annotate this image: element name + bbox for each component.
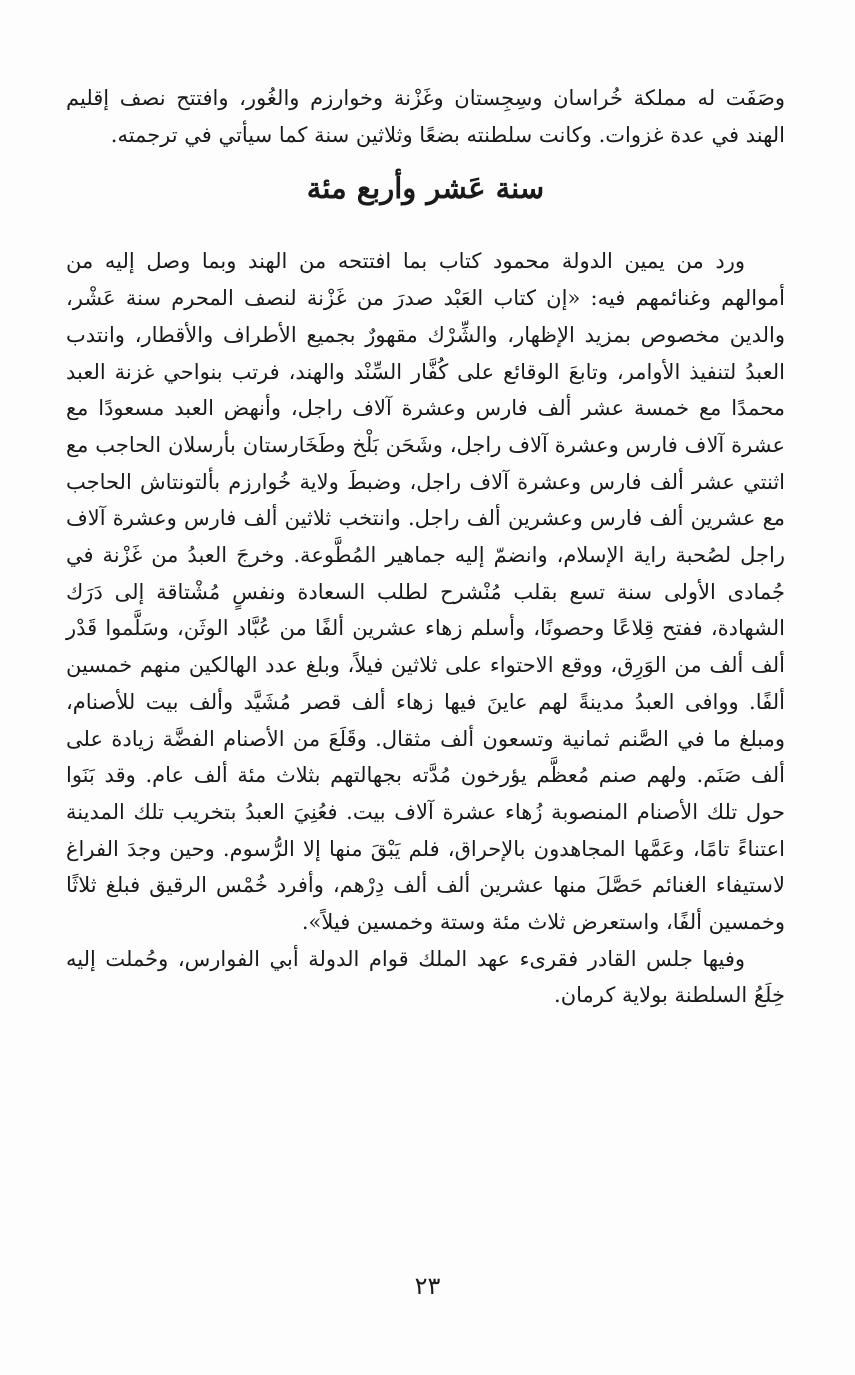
main-paragraph: ورد من يمين الدولة محمود كتاب بما افتتحه من الهند وبما وصل إليه من أموالهم وغنائمهم فيه: «إن كتاب العَبْد صدرَ من غَزْنة لنصف المحرم سنة عَشْر، والدين مخصوص بمزيد الإظهار، والشِّرْك مقهورٌ بجميع الأطراف والأقطار، وانتدب العبدُ لتنفيذ الأوامر، وتابعَ الوقائع على كُفَّار السِّنْد والهند، فرتب بنواحي غزنة العبد محمدًا مع خمسة عشر ألف فارس وعشرة آلاف راجل، وأنهض العبد مسعودًا مع عشرة آلاف فارس وعشرة آلاف راجل، وشَحَن بَلْخ وطَخَارستان بأرسلان الحاجب مع اثنتي عشر ألف فارس وعشرة آلاف راجل، وضبطَ ولاية خُوارزم بألتونتاش الحاجب مع عشرين ألف فارس وعشرين ألف راجل. وانتخب ثلاثين ألف فارس وعشرة آلاف راجل لصُحبة راية الإسلام، وانضمّ إليه جماهير المُطَّوعة. وخرجَ العبدُ من غَزْنة في جُمادى الأولى سنة تسع بقلب مُنْشرح لطلب السعادة ونفسٍ مُشْتاقة إلى دَرَك الشهادة، ففتح قِلاعًا وحصونًا، وأسلم زهاء عشرين ألفًا من عُبَّاد الوثَن، وسَلَّموا قَدْر ألف ألف من الوَرِق، ووقع الاحتواء على ثلاثين فيلاً، وبلغ عدد الهالكين منهم خمسين ألفًا. ووافى العبدُ مدينةً لهم عاينَ فيها زهاء ألف قصر مُشَيَّد وألف بيت للأصنام، ومبلغ ما في الصَّنم ثمانية وتسعون ألف مثقال. وقَلَعَ من الأصنام الفضَّة زيادة على ألف صَنَم. ولهم صنم مُعظَّم يؤرخون مُدَّته بجهالتهم بثلاث مئة ألف عام. وقد بَنَوا حول تلك الأصنام المنصوبة زُهاء عشرة آلاف بيت. فعُنِيَ العبدُ بتخريب تلك المدينة اعتناءً تامًا، وعَمَّها المجاهدون بالإحراق، فلم يَبْقَ منها إلا الرُّسوم. وحين وجدَ الفراغ لاستيفاء الغنائم حَصَّلَ منها عشرين ألف ألف دِرْهم، وأفرد خُمْس الرقيق فبلغ ثلاثًا وخمسين ألفًا، واستعرض ثلاث مئة وستة وخمسين فيلاً».	[66, 249, 785, 935]
page-number: ٢٣	[414, 1272, 441, 1300]
closing-paragraph: وفيها جلس القادر فقرىء عهد الملك قوام الدولة أبي الفوارس، وحُملت إليه خِلَعُ السلطنة بولاية كرمان.	[66, 946, 785, 1008]
section-heading: سنة عَشر وأربع مئة	[306, 171, 545, 206]
intro-paragraph: وصَفَت له مملكة خُراسان وسِجِستان وغَزْنة وخوارزم والغُور، وافتتح نصف إقليم الهند في عدة غزوات. وكانت سلطنته بضعًا وثلاثين سنة كما سيأتي في ترجمته.	[66, 86, 785, 147]
page-body	[66, 80, 785, 1014]
